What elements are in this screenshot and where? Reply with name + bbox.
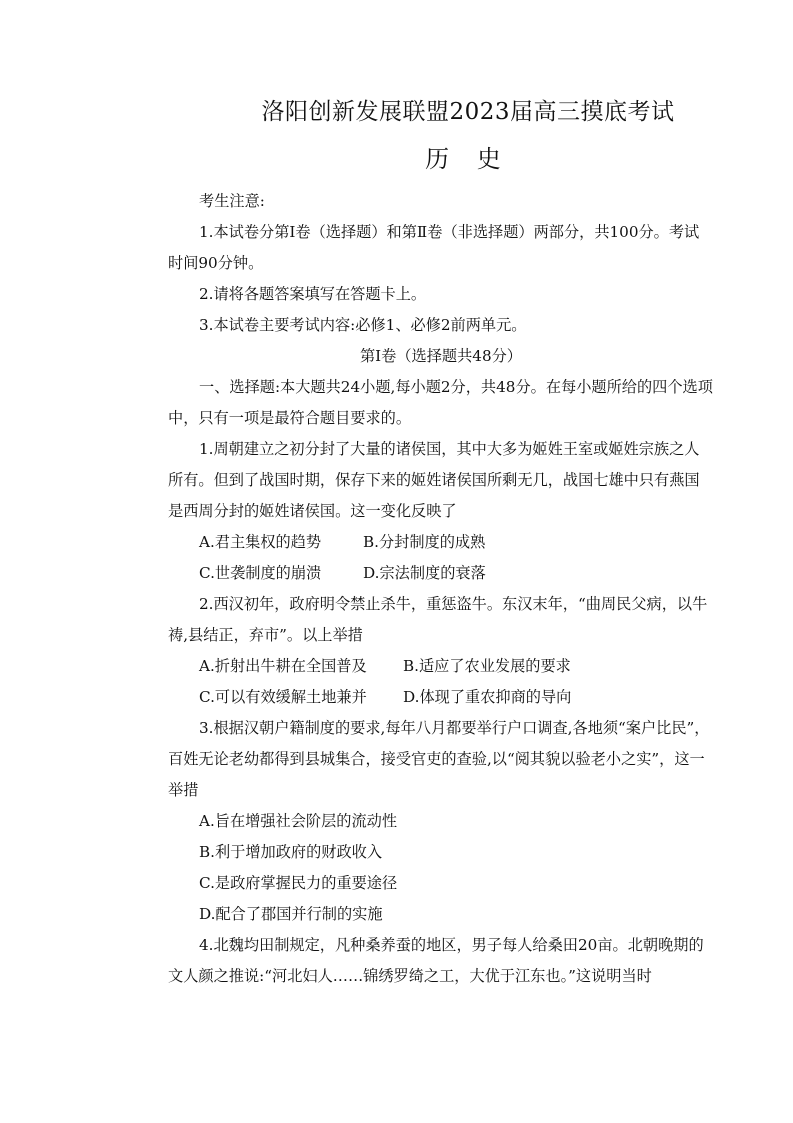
option-c: C.世袭制度的崩溃	[199, 564, 322, 582]
option-b: B.适应了农业发展的要求	[403, 657, 571, 675]
option-row	[168, 651, 714, 682]
option-d: D.体现了重农抑商的导向	[403, 688, 572, 706]
subject-title: 历 史	[425, 145, 511, 173]
option-row	[168, 558, 714, 589]
option-d: D.配合了郡国并行制的实施	[199, 905, 383, 923]
notice-item: 2.请将各题答案填写在答题卡上。	[199, 285, 427, 303]
question-stem: 4.北魏均田制规定，凡种桑养蚕的地区，男子每人给桑田20亩。北朝晚期的文人颜之推说:“河北妇人……锦绣罗绮之工，大优于江东也。”这说明当时	[168, 936, 704, 985]
part1-title: 第Ⅰ卷（选择题共48分）	[359, 347, 522, 365]
notice-heading: 考生注意:	[199, 192, 265, 210]
option-row	[168, 682, 714, 713]
notice-item: 3.本试卷主要考试内容:必修1、必修2前两单元。	[199, 316, 527, 334]
option-a: A.君主集权的趋势	[199, 533, 322, 551]
question-stem: 2.西汉初年，政府明令禁止杀牛，重惩盗牛。东汉末年，“曲周民父病，以牛祷,县结正，弃市”。以上举措	[168, 595, 708, 644]
question-stem: 1.周朝建立之初分封了大量的诸侯国，其中大多为姬姓王室或姬姓宗族之人所有。但到了战国时期，保存下来的姬姓诸侯国所剩无几，战国七雄中只有燕国是西周分封的姬姓诸侯国。这一变化反映了	[168, 440, 700, 520]
notice-item: 1.本试卷分第Ⅰ卷（选择题）和第Ⅱ卷（非选择题）两部分，共100分。考试时间90分钟。	[168, 223, 700, 272]
exam-title: 洛阳创新发展联盟2023届高三摸底考试	[261, 99, 675, 125]
option-c: C.可以有效缓解土地兼并	[199, 688, 367, 706]
exam-body	[168, 186, 714, 992]
option-a: A.旨在增强社会阶层的流动性	[199, 812, 398, 830]
option-row	[168, 527, 714, 558]
option-b: B.利于增加政府的财政收入	[199, 843, 383, 861]
part1-instructions: 一、选择题:本大题共24小题,每小题2分，共48分。在每小题所给的四个选项中，只有一项是最符合题目要求的。	[168, 378, 713, 427]
option-b: B.分封制度的成熟	[363, 533, 486, 551]
option-c: C.是政府掌握民力的重要途径	[199, 874, 398, 892]
question-stem: 3.根据汉朝户籍制度的要求,每年八月都要举行户口调查,各地须“案户比民”，百姓无论老幼都得到县城集合，接受官吏的查验,以“阅其貌以验老小之实”，这一举措	[168, 719, 710, 799]
option-d: D.宗法制度的衰落	[363, 564, 486, 582]
option-a: A.折射出牛耕在全国普及	[199, 657, 367, 675]
